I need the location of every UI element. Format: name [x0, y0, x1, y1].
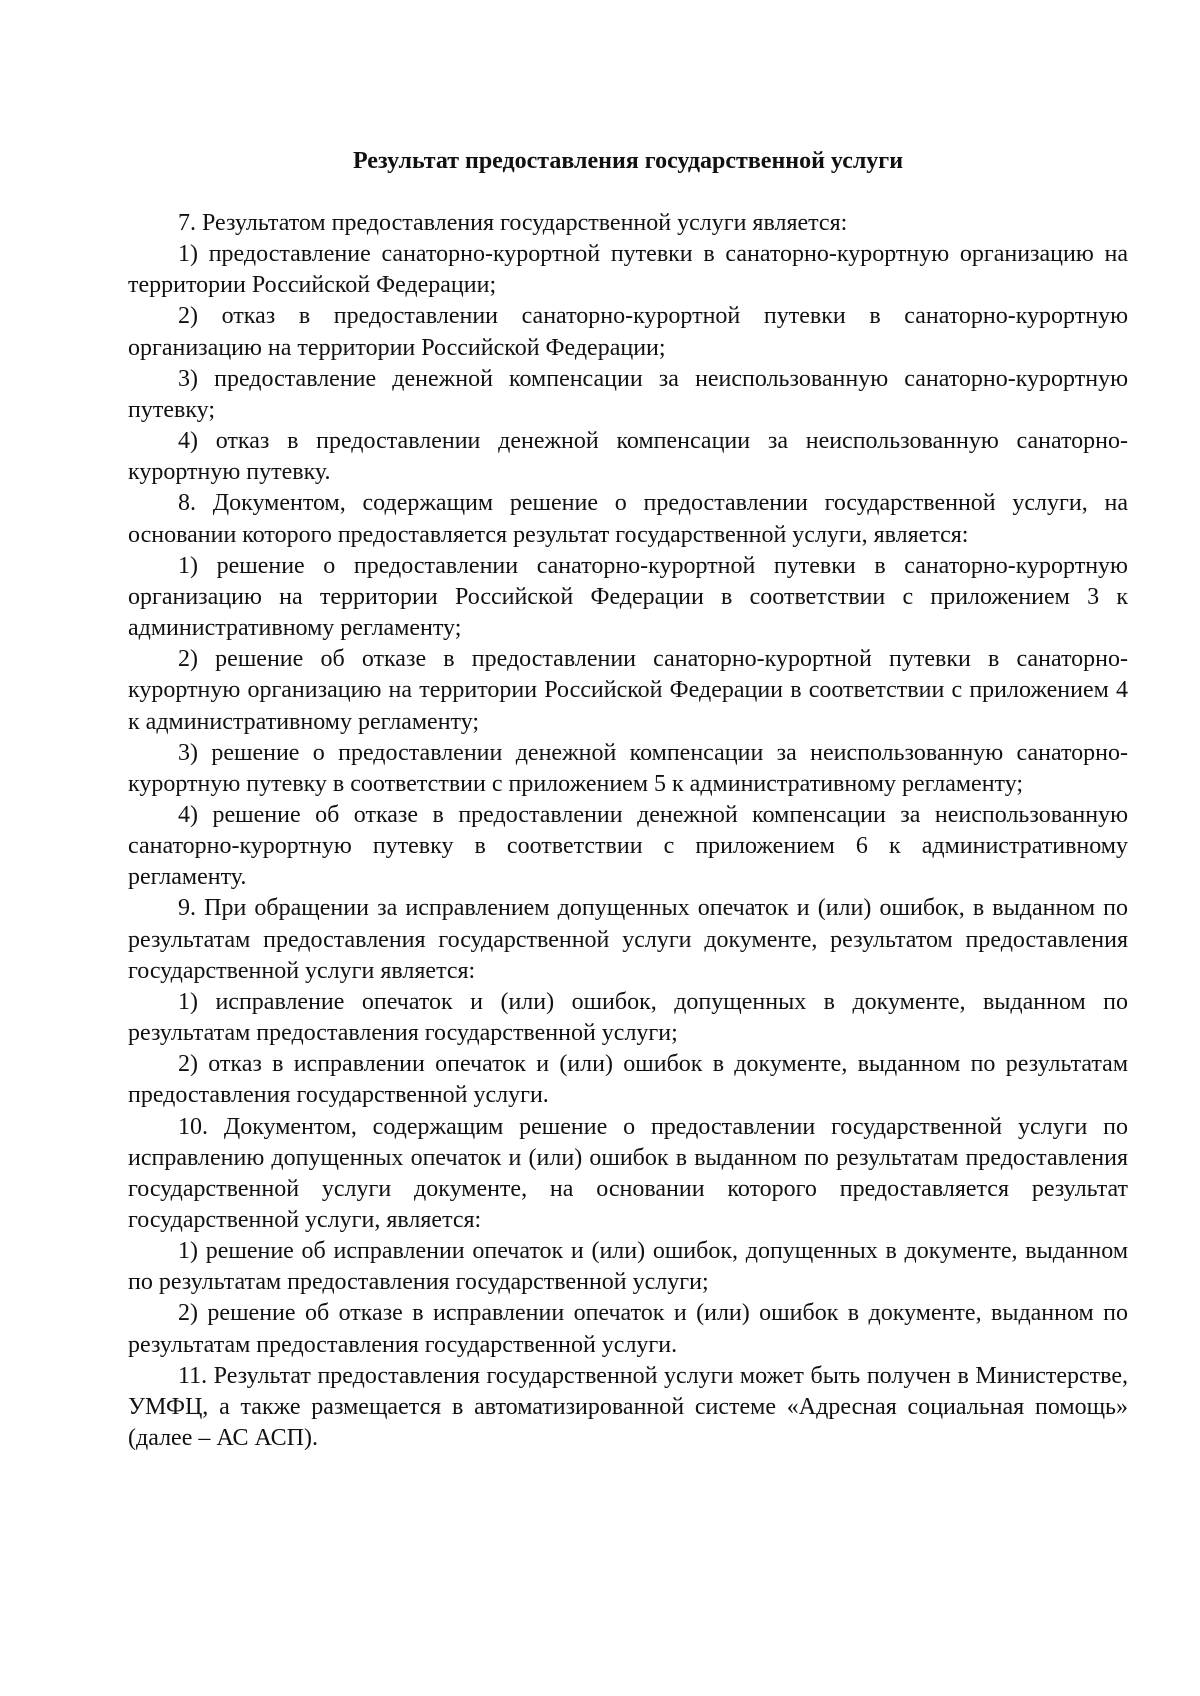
document-page	[128, 0, 1128, 1696]
paragraph-10-item-2: 2) решение об отказе в исправлении опечаток и (или) ошибок в документе, выданном по результатам предоставления государственной услуги.	[128, 1300, 1128, 1358]
paragraph-7: 7. Результатом предоставления государственной услуги является:	[178, 210, 848, 236]
paragraph-10-item-1: 1) решение об исправлении опечаток и (или) ошибок, допущенных в документе, выданном по результатам предоставления государственной услуги;	[128, 1238, 1128, 1296]
paragraph-10: 10. Документом, содержащим решение о предоставлении государственной услуги по исправлению допущенных опечаток и (или) ошибок в выданном по результатам предоставления государственной услуги документе, на основании которого предоставляется результат государственной услуги, является:	[128, 1113, 1128, 1233]
section-title: Результат предоставления государственной услуги	[352, 148, 904, 174]
paragraph-7-item-2: 2) отказ в предоставлении санаторно-курортной путевки в санаторно-курортную организацию на территории Российской Федерации;	[128, 303, 1128, 361]
paragraph-8: 8. Документом, содержащим решение о предоставлении государственной услуги, на основании которого предоставляется результат государственной услуги, является:	[128, 490, 1128, 548]
paragraph-9: 9. При обращении за исправлением допущенных опечаток и (или) ошибок, в выданном по результатам предоставления государственной услуги документе, результатом предоставления государственной услуги является:	[128, 895, 1128, 984]
paragraph-8-item-2: 2) решение об отказе в предоставлении санаторно-курортной путевки в санаторно-курортную организацию на территории Российской Федерации в соответствии с приложением 4 к административному регламенту;	[128, 646, 1128, 735]
paragraph-7-item-4: 4) отказ в предоставлении денежной компенсации за неиспользованную санаторно-курортную путевку.	[128, 428, 1128, 486]
paragraph-7-item-1: 1) предоставление санаторно-курортной путевки в санаторно-курортную организацию на территории Российской Федерации;	[128, 241, 1128, 299]
paragraph-9-item-2: 2) отказ в исправлении опечаток и (или) ошибок в документе, выданном по результатам предоставления государственной услуги.	[128, 1051, 1128, 1109]
paragraph-7-item-3: 3) предоставление денежной компенсации за неиспользованную санаторно-курортную путевку;	[128, 365, 1128, 423]
paragraph-11: 11. Результат предоставления государственной услуги может быть получен в Министерстве, УМФЦ, а также размещается в автоматизированной системе «Адресная социальная помощь» (далее – АС АСП).	[128, 1362, 1128, 1452]
paragraph-8-item-4: 4) решение об отказе в предоставлении денежной компенсации за неиспользованную санаторно-курортную путевку в соответствии с приложением 6 к административному регламенту.	[128, 801, 1128, 891]
paragraph-8-item-1: 1) решение о предоставлении санаторно-курортной путевки в санаторно-курортную организацию на территории Российской Федерации в соответствии с приложением 3 к административному регламенту;	[128, 552, 1128, 642]
paragraph-8-item-3: 3) решение о предоставлении денежной компенсации за неиспользованную санаторно-курортную путевку в соответствии с приложением 5 к административному регламенту;	[128, 739, 1128, 797]
document-body	[128, 208, 1128, 1454]
paragraph-9-item-1: 1) исправление опечаток и (или) ошибок, допущенных в документе, выданном по результатам предоставления государственной услуги;	[128, 988, 1128, 1047]
